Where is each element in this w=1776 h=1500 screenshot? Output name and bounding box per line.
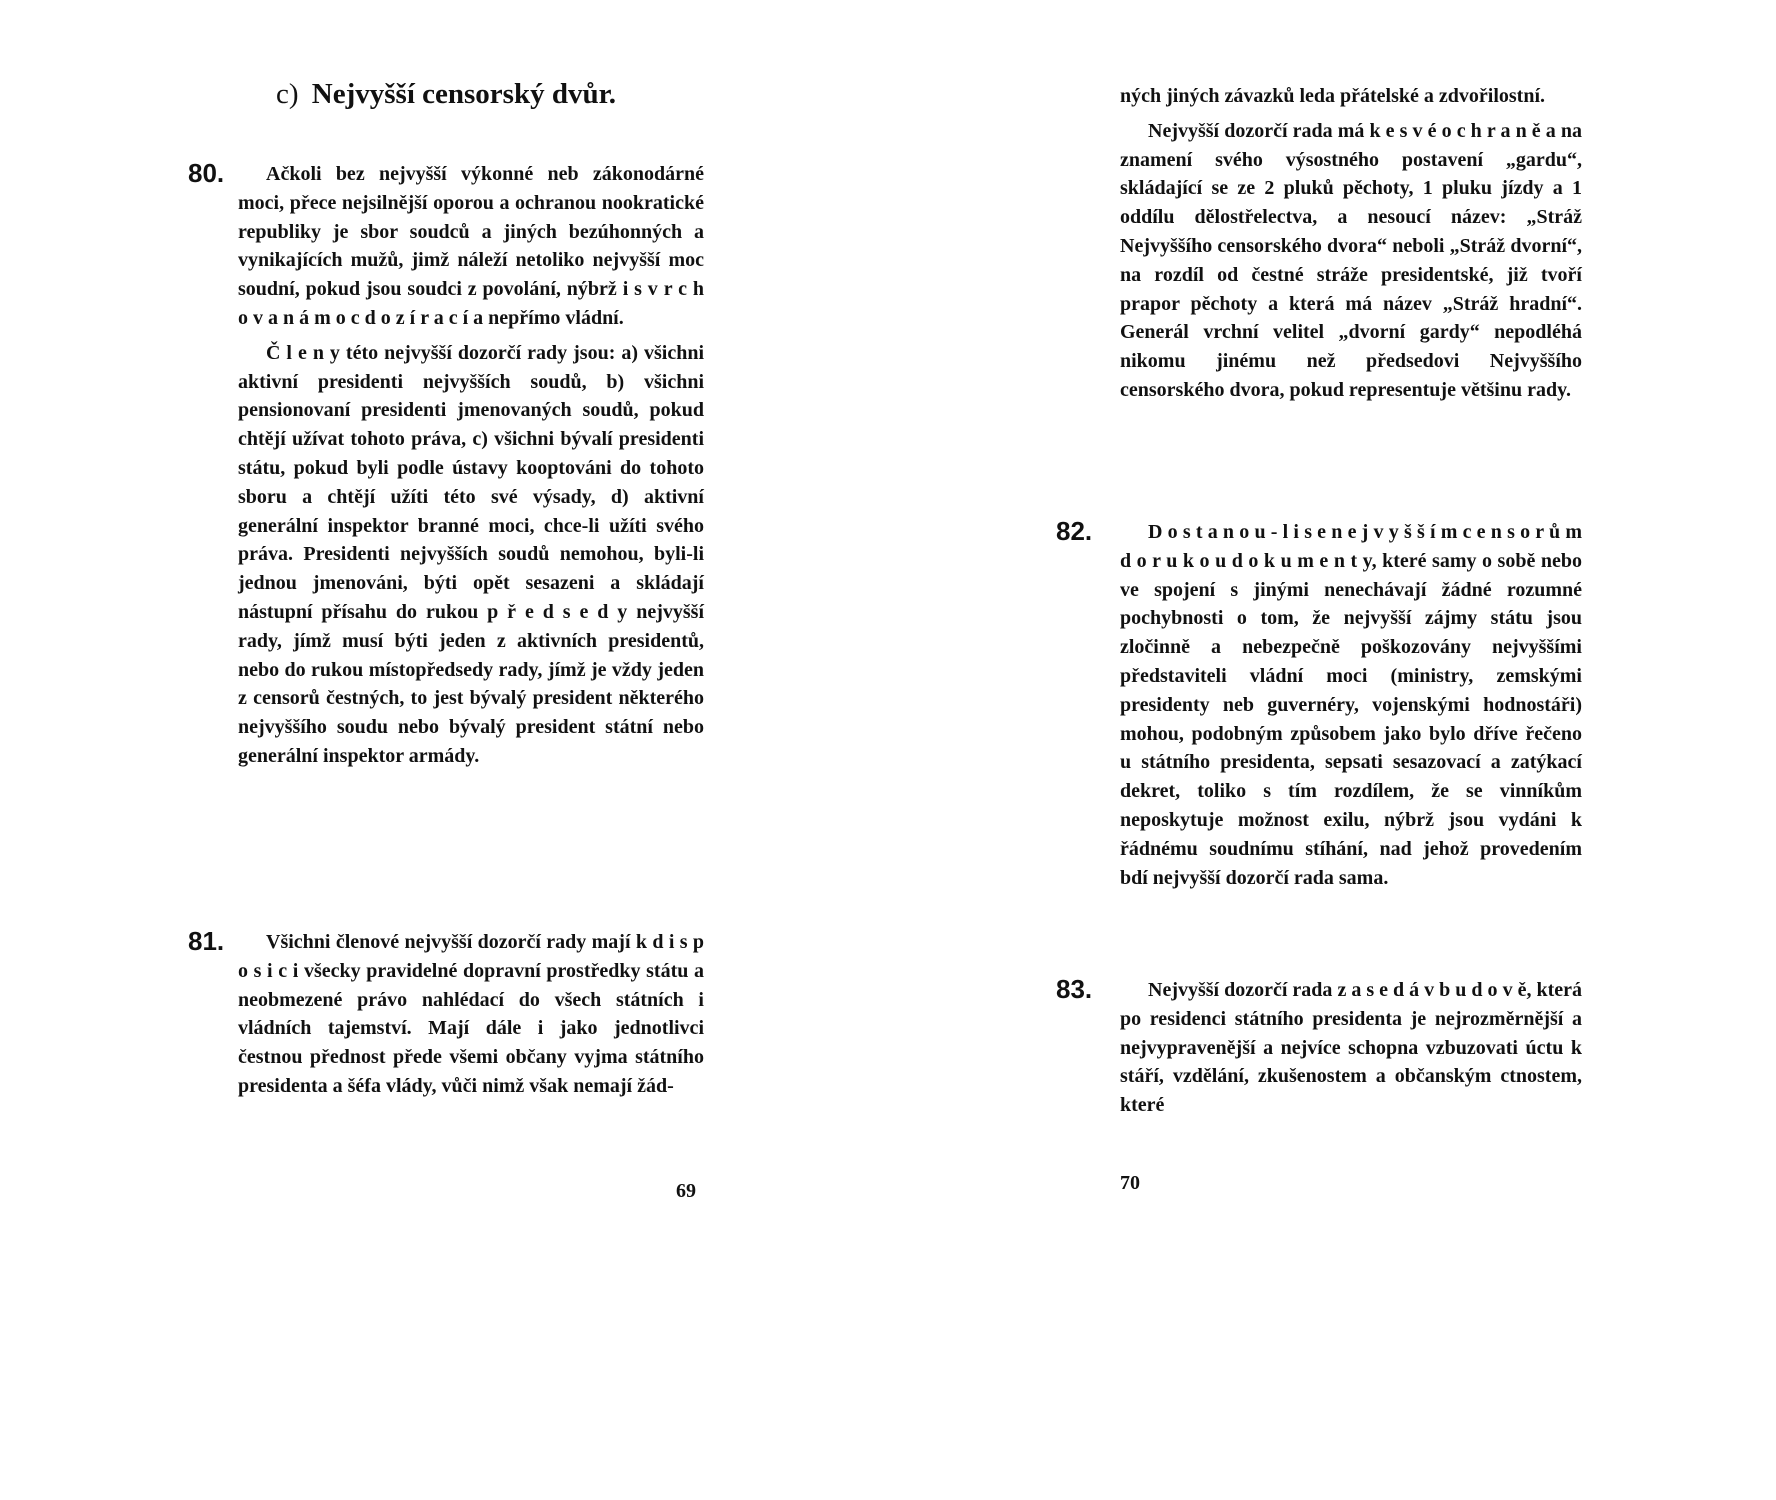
chapter-heading-title: Nejvyšší censorský dvůr. <box>311 78 617 110</box>
chapter-heading-prefix: c) <box>276 78 299 110</box>
paragraph: Nejvyšší dozorčí rada má k e s v é o c h r a n ě a na znamení svého výsostného postavení „gardu“, skládající se ze 2 pluků pěchoty, 1 pluku jízdy a 1 oddílu dělostřelectva, a nesoucí název: „Stráž Nejvyššího censorského dvora“ neboli „Stráž dvorní“, na rozdíl od čestné stráže presidentské, již tvoří prapor pěchoty a která má název „Stráž hradní“. Generál vrchní velitel „dvorní gardy“ nepodléhá nikomu jinému než předsedovi Nejvyššího censorského dvora, pokud representuje většinu rady. <box>1120 119 1582 401</box>
section-number: 82. <box>1056 516 1093 546</box>
paragraph-continuation: ných jiných závazků leda přátelské a zdvořilostní. <box>1120 85 1546 107</box>
section-number: 83. <box>1056 974 1093 1004</box>
paragraph: D o s t a n o u - l i s e n e j v y š š í m c e n s o r ů m d o r u k o u d o k u m e n t y, které samy o sobě nebo ve spojení s jinými nenechávají žádné rozumné pochybnosti o tom, že nejvyšší zájmy státu jsou zločinně a nebezpečně poškozovány nejvyššími představiteli vládní moci (ministry, zemskými presidenty neb guvernéry, vojenskými hodnostáři) mohou, podobným způsobem jako bylo dříve řečeno u státního presidenta, sepsati sesazovací a zatýkací dekret, toliko s tím rozdílem, že se vinníkům neposkytuje možnost exilu, nýbrž jsou vydáni k řádnému soudnímu stíhání, nad jehož provedením bdí nejvyšší dozorčí rada sama. <box>1120 521 1582 889</box>
paragraph: Všichni členové nejvyšší dozorčí rady mají k d i s p o s i c i všecky pravidelné dopravní prostředky státu a neobmezené právo nahlédací do všech státních i vládních tajemství. Mají dále i jako jednotlivci čestnou přednost přede všemi občany vyjma státního presidenta a šéfa vlády, vůči nimž však nemají žád- <box>238 931 704 1097</box>
section-number: 81. <box>188 926 225 956</box>
page-number: 70 <box>1120 1172 1140 1194</box>
right-page <box>888 0 1776 1500</box>
section-number: 80. <box>188 158 225 188</box>
paragraph: Č l e n y této nejvyšší dozorčí rady jsou: a) všichni aktivní presidenti nejvyšších soudů, b) všichni pensionovaní presidenti jmenovaných soudů, pokud chtějí užívat tohoto práva, c) všichni bývalí presidenti státu, pokud byli podle ústavy kooptováni do tohoto sboru a chtějí užíti této své výsady, d) aktivní generální inspektor branné moci, chce-li užíti svého práva. Presidenti nejvyšších soudů nemohou, byli-li jednou jmenováni, býti opět sesazeni a skládají nástupní přísahu do rukou p ř e d s e d y nejvyšší rady, jímž musí býti jeden z aktivních presidentů, nebo do rukou místopředsedy rady, jímž je vždy jeden z censorů čestných, to jest bývalý president některého nejvyššího soudu nebo bývalý president státní nebo generální inspektor armády. <box>238 341 704 767</box>
chapter-heading <box>276 78 616 111</box>
continued-text <box>1120 82 1582 405</box>
paragraph: Nejvyšší dozorčí rada z a s e d á v b u d o v ě, která po residenci státního presidenta je nejrozměrnější a nejvypravenější a nejvíce schopna vzbuzovati úctu k stáří, vzdělání, zkušenostem a občanským ctnostem, které <box>1120 979 1582 1117</box>
section-80 <box>188 158 704 771</box>
page-number: 69 <box>676 1180 696 1202</box>
section-81 <box>188 926 704 1101</box>
section-83 <box>1056 974 1582 1120</box>
paragraph: Ačkoli bez nejvyšší výkonné neb zákonodárné moci, přece nejsilnější oporou a ochranou nookratické republiky je sbor soudců a jiných bezúhonných a vynikajících mužů, jimž náleží netoliko nejvyšší moc soudní, pokud jsou soudci z povolání, nýbrž i s v r c h o v a n á m o c d o z í r a c í a nepřímo vládní. <box>238 163 704 329</box>
section-82 <box>1056 516 1582 892</box>
